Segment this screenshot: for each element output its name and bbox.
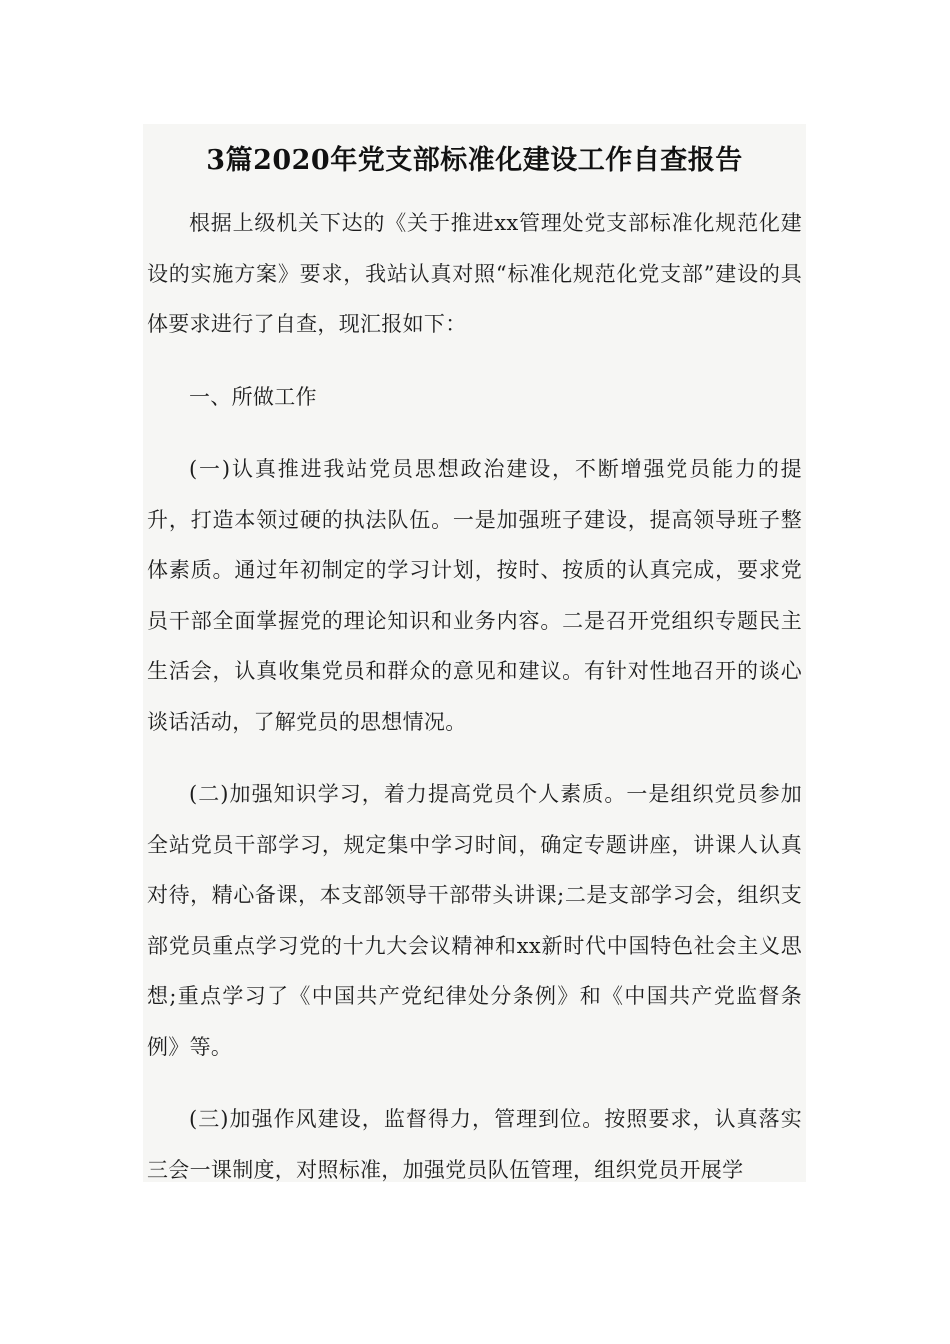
- body-paragraph: (一)认真推进我站党员思想政治建设，不断增强党员能力的提升，打造本领过硬的执法队伍。一是加强班子建设，提高领导班子整体素质。通过年初制定的学习计划，按时、按质的认真完成，要求党员干部全面掌握党的理论知识和业务内容。二是召开党组织专题民主生活会，认真收集党员和群众的意见和建议。有针对性地召开的谈心谈话活动，了解党员的思想情况。: [147, 457, 802, 734]
- body-paragraph: (二)加强知识学习，着力提高党员个人素质。一是组织党员参加全站党员干部学习，规定集中学习时间，确定专题讲座，讲课人认真对待，精心备课，本支部领导干部带头讲课;二是支部学习会，组织支部党员重点学习党的十九大会议精神和xx新时代中国特色社会主义思想;重点学习了《中国共产党纪律处分条例》和《中国共产党监督条例》等。: [147, 782, 802, 1059]
- body-paragraph: (三)加强作风建设，监督得力，管理到位。按照要求，认真落实三会一课制度，对照标准，加强党员队伍管理，组织党员开展学: [147, 1107, 802, 1182]
- document-page: [143, 124, 806, 1182]
- section-heading: 一、所做工作: [189, 384, 317, 409]
- intro-paragraph: 根据上级机关下达的《关于推进xx管理处党支部标准化规范化建设的实施方案》要求，我站认真对照“标准化规范化党支部”建设的具体要求进行了自查，现汇报如下：: [147, 211, 802, 336]
- document-title: 3篇2020年党支部标准化建设工作自查报告: [206, 145, 743, 176]
- document-body: [143, 198, 806, 1182]
